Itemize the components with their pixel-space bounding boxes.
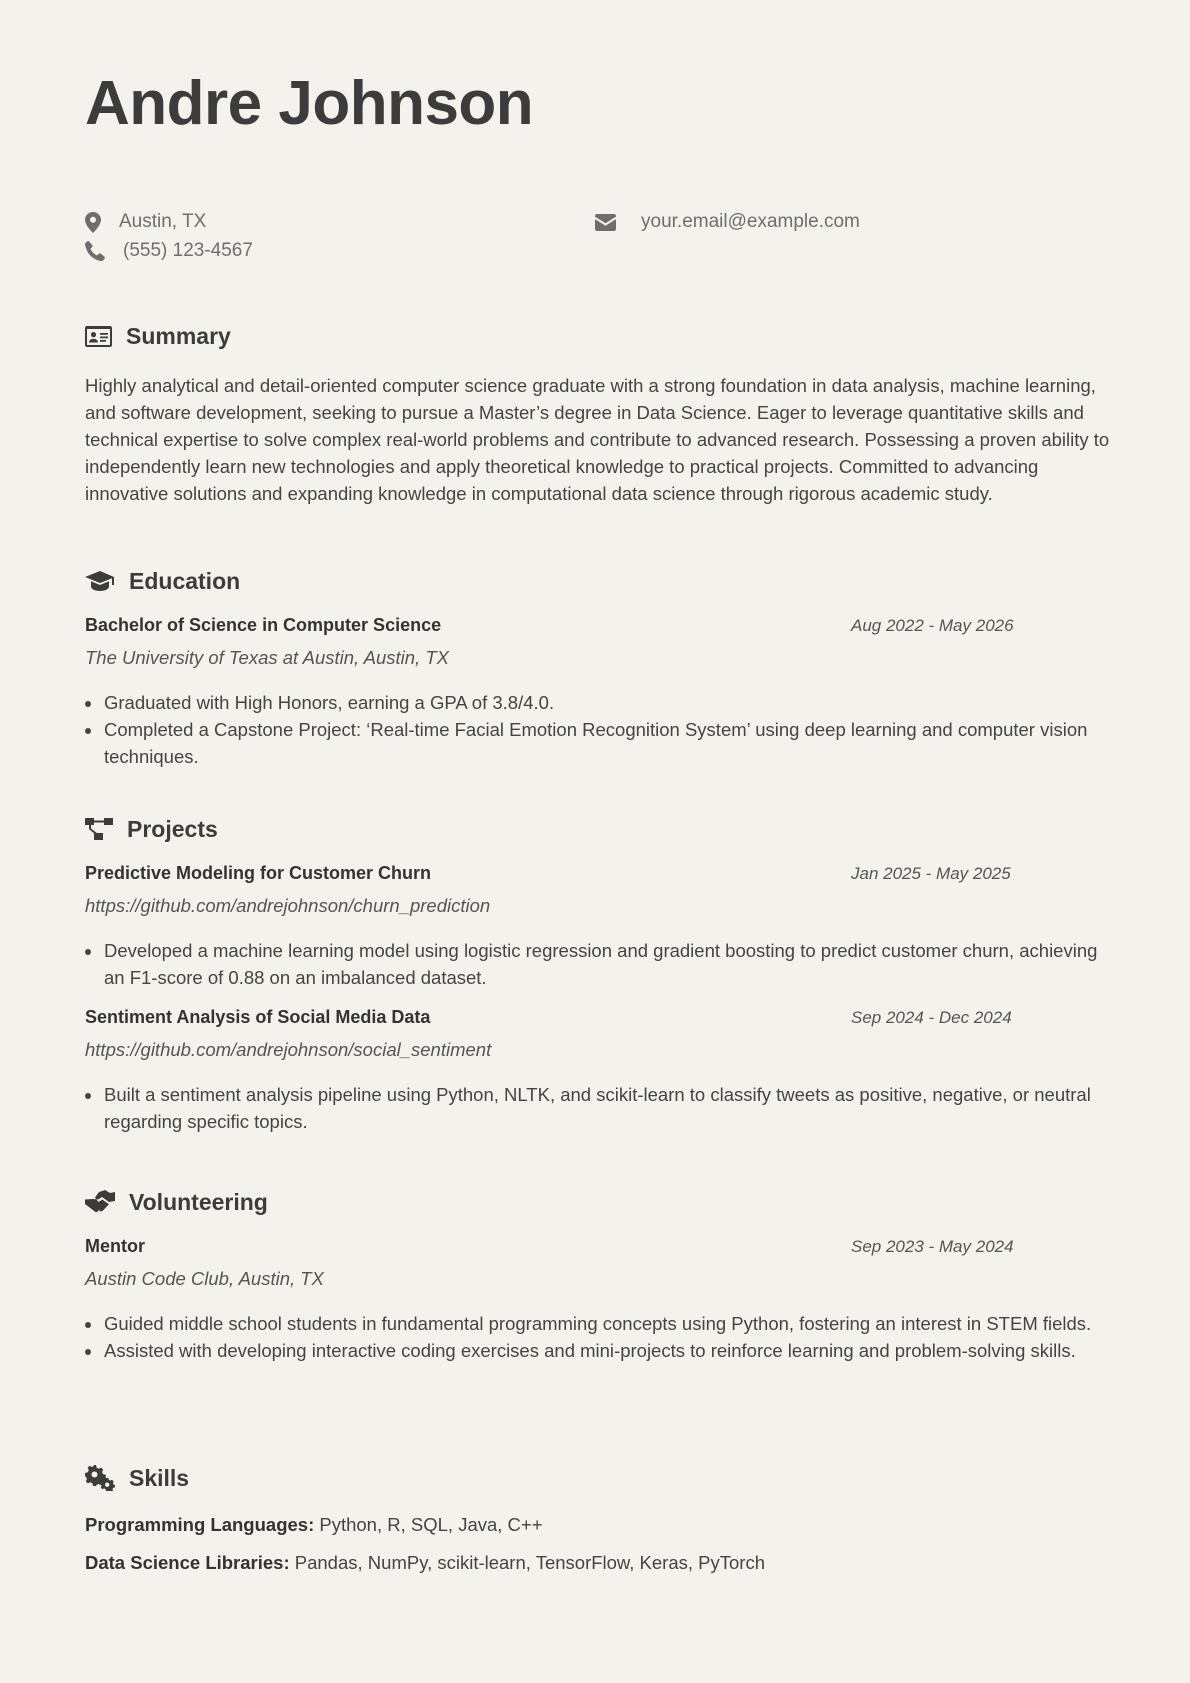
skill-label: Programming Languages: bbox=[85, 1514, 315, 1535]
skills-header bbox=[85, 1463, 1110, 1493]
id-card-icon bbox=[85, 326, 112, 347]
education-bullets bbox=[85, 689, 1110, 770]
summary-title: Summary bbox=[126, 322, 231, 349]
cogs-icon bbox=[85, 1465, 115, 1491]
phone-text: (555) 123-4567 bbox=[123, 240, 253, 261]
summary-text: Highly analytical and detail-oriented computer science graduate with a strong foundation in data analysis, machine learning, and software development, seeking to pursue a Master’s degree in Data Science. Eager to leverage quantitative skills and technical expertise to solve complex real-world problems and contribute to advanced research. Possessing a proven ability to independently learn new technologies and apply theoretical knowledge to practical projects. Committed to advancing innovative solutions and expanding knowledge in computational data science through rigorous academic study. bbox=[85, 375, 1110, 504]
education-entry-header bbox=[85, 615, 1110, 641]
project-bullets bbox=[85, 1081, 1110, 1135]
project-entry-header bbox=[85, 1007, 1110, 1033]
list-item: • Guided middle school students in fundamental programming concepts using Python, fostering an interest in STEM fields. bbox=[103, 1310, 1110, 1337]
project-diagram-icon bbox=[85, 818, 113, 840]
contact-email bbox=[595, 211, 860, 233]
project-name: Predictive Modeling for Customer Churn bbox=[85, 863, 432, 883]
degree-title: Bachelor of Science in Computer Science bbox=[85, 615, 442, 635]
map-marker-icon bbox=[85, 212, 101, 233]
project-entry-header bbox=[85, 863, 1110, 889]
list-item: • Developed a machine learning model using logistic regression and gradient boosting to predict customer churn, achieving an F1-score of 0.88 on an imbalanced dataset. bbox=[103, 937, 1110, 991]
education-dates: Aug 2022 - May 2026 bbox=[851, 616, 1014, 635]
project-dates: Sep 2024 - Dec 2024 bbox=[851, 1008, 1012, 1027]
volunteer-dates: Sep 2023 - May 2024 bbox=[851, 1237, 1014, 1256]
skills-title: Skills bbox=[129, 1464, 190, 1491]
skills-section bbox=[85, 1463, 1110, 1587]
skill-value: Python, R, SQL, Java, C++ bbox=[319, 1514, 543, 1535]
skill-label: Data Science Libraries: bbox=[85, 1552, 290, 1573]
candidate-name: Andre Johnson bbox=[85, 69, 534, 138]
phone-icon bbox=[85, 241, 105, 261]
volunteering-title: Volunteering bbox=[129, 1188, 268, 1215]
project-bullets bbox=[85, 937, 1110, 991]
project-url[interactable]: https://github.com/andrejohnson/social_sentiment bbox=[85, 1039, 492, 1060]
list-item: • Completed a Capstone Project: ‘Real-time Facial Emotion Recognition System’ using deep learning and computer vision techniques. bbox=[103, 716, 1110, 770]
skill-row bbox=[85, 1511, 1110, 1549]
list-item: • Built a sentiment analysis pipeline using Python, NLTK, and scikit-learn to classify tweets as positive, negative, or neutral regarding specific topics. bbox=[103, 1081, 1110, 1135]
projects-header bbox=[85, 814, 1110, 844]
volunteering-entry bbox=[85, 1236, 1110, 1364]
volunteering-section bbox=[85, 1187, 1110, 1364]
skill-value: Pandas, NumPy, scikit-learn, TensorFlow, Keras, PyTorch bbox=[294, 1552, 765, 1573]
school-name: The University of Texas at Austin, Austin, TX bbox=[85, 647, 449, 668]
hands-helping-icon bbox=[85, 1190, 115, 1214]
graduation-cap-icon bbox=[85, 571, 115, 592]
project-url[interactable]: https://github.com/andrejohnson/churn_prediction bbox=[85, 895, 491, 916]
volunteer-role: Mentor bbox=[85, 1236, 145, 1256]
volunteer-org: Austin Code Club, Austin, TX bbox=[85, 1268, 324, 1289]
skill-row bbox=[85, 1549, 1110, 1587]
education-section bbox=[85, 566, 1110, 770]
list-item: • Graduated with High Honors, earning a GPA of 3.8/4.0. bbox=[103, 689, 1110, 716]
volunteering-entry-header bbox=[85, 1236, 1110, 1262]
education-title: Education bbox=[129, 567, 241, 594]
project-name: Sentiment Analysis of Social Media Data bbox=[85, 1007, 431, 1027]
contact-phone bbox=[85, 240, 253, 262]
projects-title: Projects bbox=[127, 815, 218, 842]
volunteering-header bbox=[85, 1187, 1110, 1217]
email-link[interactable]: your.email@example.com bbox=[641, 211, 860, 232]
summary-section bbox=[85, 321, 1110, 507]
project-entry bbox=[85, 1007, 1110, 1135]
volunteering-bullets bbox=[85, 1310, 1110, 1364]
summary-header bbox=[85, 321, 1110, 351]
education-header bbox=[85, 566, 1110, 596]
project-entry bbox=[85, 863, 1110, 991]
skills-list bbox=[85, 1511, 1110, 1587]
location-text: Austin, TX bbox=[119, 211, 207, 232]
list-item: • Assisted with developing interactive coding exercises and mini-projects to reinforce learning and problem-solving skills. bbox=[103, 1337, 1110, 1364]
project-dates: Jan 2025 - May 2025 bbox=[851, 864, 1011, 883]
envelope-icon bbox=[595, 214, 616, 231]
projects-section bbox=[85, 814, 1110, 1135]
education-entry bbox=[85, 615, 1110, 770]
contact-location bbox=[85, 211, 206, 233]
